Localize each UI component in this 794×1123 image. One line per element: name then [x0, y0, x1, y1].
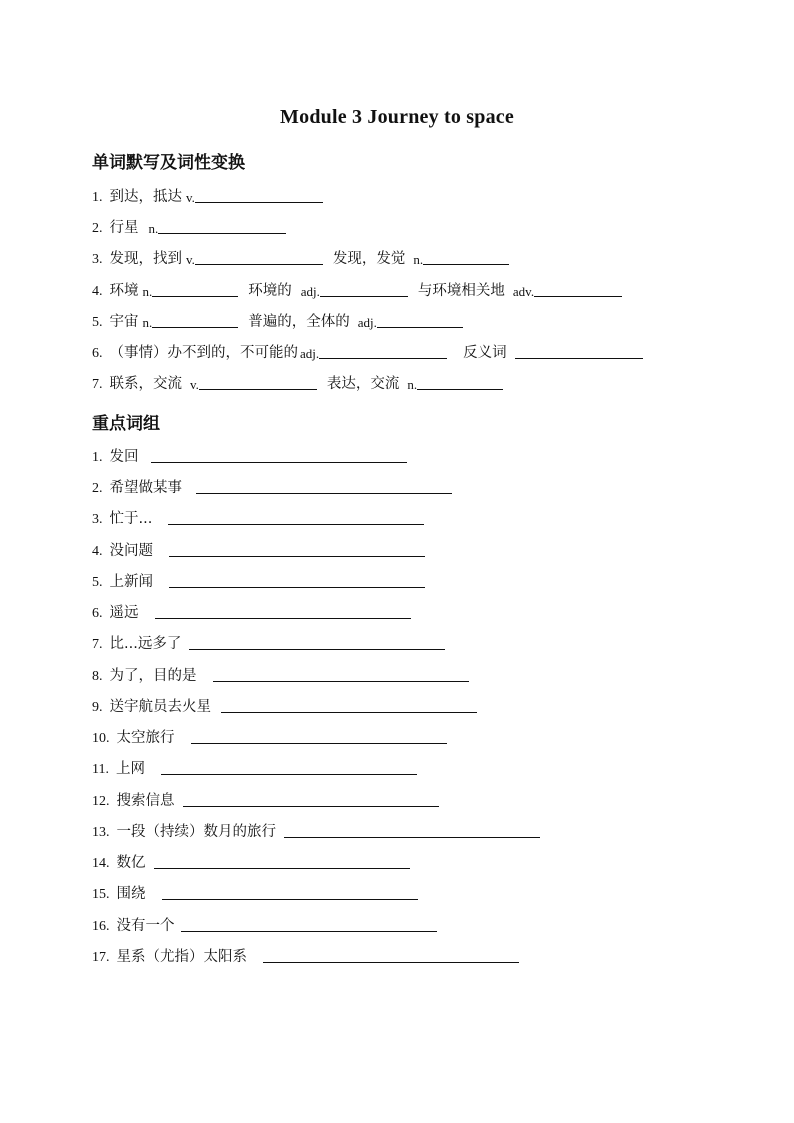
answer-blank[interactable]	[221, 711, 477, 713]
item-number: 9.	[92, 700, 103, 715]
answer-blank[interactable]	[162, 898, 418, 900]
answer-blank[interactable]	[169, 555, 425, 557]
answer-blank[interactable]	[154, 867, 410, 869]
phrase-item	[92, 663, 469, 685]
part-of-speech: v.	[190, 377, 199, 392]
item-prompt: 一段（持续）数月的旅行	[116, 824, 276, 840]
item-prompt: 反义词	[463, 345, 507, 361]
part-of-speech: n.	[407, 377, 418, 392]
item-number: 10.	[92, 731, 110, 746]
answer-blank[interactable]	[377, 326, 463, 328]
answer-blank[interactable]	[319, 357, 447, 359]
item-number: 5.	[92, 315, 103, 330]
item-prompt: 搜索信息	[116, 793, 175, 809]
phrase-item	[92, 756, 417, 778]
vocab-item	[92, 278, 622, 300]
answer-blank[interactable]	[169, 586, 425, 588]
phrase-item	[92, 819, 540, 841]
phrase-item	[92, 881, 418, 903]
vocab-item	[92, 246, 509, 268]
item-prompt: 希望做某事	[109, 480, 182, 496]
answer-blank[interactable]	[196, 492, 452, 494]
item-prompt: 与环境相关地	[417, 283, 505, 299]
answer-blank[interactable]	[161, 773, 417, 775]
answer-blank[interactable]	[213, 680, 469, 682]
part-of-speech: n.	[413, 252, 424, 267]
item-number: 7.	[92, 637, 103, 652]
item-prompt: 普遍的，全体的	[248, 314, 350, 330]
answer-blank[interactable]	[534, 295, 622, 297]
part-of-speech: adv.	[512, 284, 535, 299]
answer-blank[interactable]	[181, 930, 437, 932]
item-number: 11.	[92, 762, 109, 777]
item-prompt: 比...远多了	[109, 636, 182, 652]
answer-blank[interactable]	[195, 263, 323, 265]
vocab-item	[92, 309, 463, 331]
item-number: 3.	[92, 252, 103, 267]
vocab-item	[92, 184, 323, 206]
part-of-speech: n.	[148, 221, 159, 236]
item-number: 1.	[92, 190, 103, 205]
answer-blank[interactable]	[158, 232, 286, 234]
part-of-speech: n.	[142, 315, 153, 330]
item-prompt: 发回	[109, 449, 139, 465]
answer-blank[interactable]	[515, 357, 643, 359]
item-number: 4.	[92, 544, 103, 559]
item-number: 6.	[92, 606, 103, 621]
answer-blank[interactable]	[417, 388, 503, 390]
item-prompt: 表达，交流	[326, 376, 400, 392]
phrase-item	[92, 850, 410, 872]
item-prompt: 没问题	[109, 543, 153, 559]
item-prompt: 上新闻	[109, 574, 153, 590]
phrase-item	[92, 569, 425, 591]
phrase-item	[92, 475, 452, 497]
phrase-item	[92, 725, 447, 747]
item-prompt: 发现，找到	[109, 251, 182, 267]
phrase-item	[92, 444, 407, 466]
answer-blank[interactable]	[151, 461, 407, 463]
part-of-speech: adj.	[357, 315, 377, 330]
answer-blank[interactable]	[423, 263, 509, 265]
answer-blank[interactable]	[168, 523, 424, 525]
answer-blank[interactable]	[195, 201, 323, 203]
phrase-item	[92, 538, 425, 560]
item-number: 6.	[92, 346, 103, 361]
item-prompt: 环境	[109, 283, 139, 299]
item-number: 12.	[92, 794, 110, 809]
item-number: 7.	[92, 377, 103, 392]
item-prompt: 宇宙	[109, 314, 139, 330]
phrase-item	[92, 788, 439, 810]
item-prompt: 数亿	[116, 855, 146, 871]
part-of-speech: v.	[186, 252, 195, 267]
item-prompt: 为了，目的是	[109, 668, 197, 684]
phrase-item	[92, 600, 411, 622]
answer-blank[interactable]	[320, 295, 408, 297]
phrase-item	[92, 631, 445, 653]
item-number: 1.	[92, 450, 103, 465]
answer-blank[interactable]	[189, 648, 445, 650]
item-number: 17.	[92, 950, 110, 965]
item-number: 16.	[92, 919, 110, 934]
part-of-speech: n.	[142, 284, 153, 299]
item-number: 2.	[92, 221, 103, 236]
item-number: 4.	[92, 284, 103, 299]
item-number: 5.	[92, 575, 103, 590]
answer-blank[interactable]	[152, 326, 238, 328]
part-of-speech: adj.	[300, 346, 320, 361]
item-prompt: 环境的	[248, 283, 292, 299]
section-heading-vocab: 单词默写及词性变换	[92, 153, 245, 173]
answer-blank[interactable]	[284, 836, 540, 838]
answer-blank[interactable]	[263, 961, 519, 963]
answer-blank[interactable]	[191, 742, 447, 744]
item-prompt: 围绕	[116, 886, 146, 902]
section-heading-phrases: 重点词组	[92, 414, 160, 434]
item-prompt: 没有一个	[116, 918, 175, 934]
vocab-item	[92, 215, 286, 237]
item-number: 14.	[92, 856, 110, 871]
item-number: 8.	[92, 669, 103, 684]
vocab-item	[92, 371, 503, 393]
item-prompt: （事情）办不到的，不可能的	[109, 345, 298, 361]
item-prompt: 遥远	[109, 605, 139, 621]
item-prompt: 发现，发觉	[332, 251, 406, 267]
item-number: 15.	[92, 887, 110, 902]
answer-blank[interactable]	[199, 388, 317, 390]
answer-blank[interactable]	[152, 295, 238, 297]
item-prompt: 星系（尤指）太阳系	[116, 949, 247, 965]
item-number: 2.	[92, 481, 103, 496]
phrase-item	[92, 694, 477, 716]
item-prompt: 上网	[115, 761, 145, 777]
item-number: 13.	[92, 825, 110, 840]
item-number: 3.	[92, 512, 103, 527]
answer-blank[interactable]	[183, 805, 439, 807]
item-prompt: 太空旅行	[116, 730, 175, 746]
item-prompt: 行星	[109, 220, 139, 236]
page-title: Module 3 Journey to space	[280, 106, 514, 128]
item-prompt: 忙于...	[109, 511, 153, 527]
item-prompt: 送宇航员去火星	[109, 699, 211, 715]
item-prompt: 联系，交流	[109, 376, 182, 392]
item-prompt: 到达，抵达	[109, 189, 182, 205]
phrase-item	[92, 506, 424, 528]
phrase-item	[92, 944, 519, 966]
phrase-item	[92, 913, 437, 935]
answer-blank[interactable]	[155, 617, 411, 619]
vocab-item	[92, 340, 643, 362]
part-of-speech: adj.	[300, 284, 320, 299]
part-of-speech: v.	[186, 190, 195, 205]
